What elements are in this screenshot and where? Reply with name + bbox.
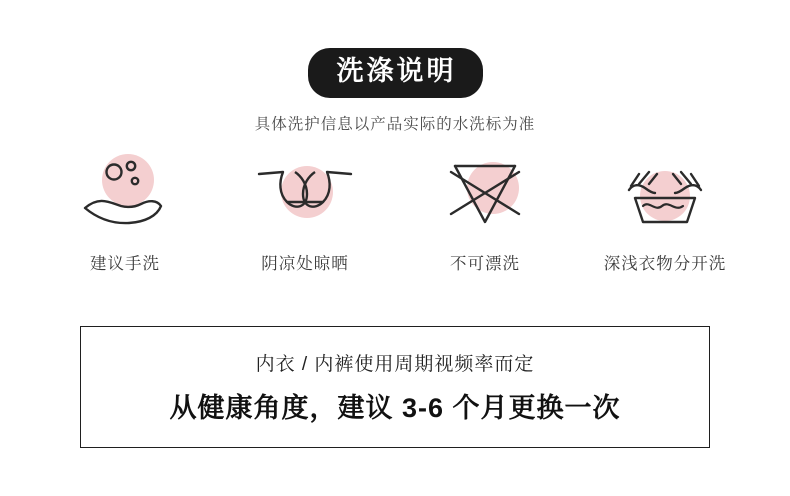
care-item-label: 深浅衣物分开洗 — [603, 255, 727, 273]
page-title: 洗涤说明 — [308, 48, 483, 98]
note-line-primary: 内衣 / 内裤使用周期视频率而定 — [255, 354, 535, 375]
care-item-label: 不可漂洗 — [450, 255, 520, 273]
care-item-shade-dry — [220, 150, 390, 274]
replacement-note-box — [80, 326, 710, 448]
separate-colors-wash-icon — [605, 150, 725, 236]
title-container — [0, 48, 790, 98]
no-bleach-icon — [425, 150, 545, 236]
care-item-label: 阴凉处晾晒 — [261, 255, 349, 273]
care-icon-row — [40, 150, 750, 274]
care-item-separate-colors — [580, 150, 750, 274]
hand-wash-icon — [65, 150, 185, 236]
note-line-emphasis: 从健康角度，建议 3-6 个月更换一次 — [169, 393, 621, 423]
care-item-label: 建议手洗 — [90, 255, 160, 273]
care-item-no-bleach — [400, 150, 570, 274]
page-subtitle: 具体洗护信息以产品实际的水洗标为准 — [254, 116, 536, 133]
shade-dry-bra-icon — [245, 150, 365, 236]
care-item-hand-wash — [40, 150, 210, 274]
